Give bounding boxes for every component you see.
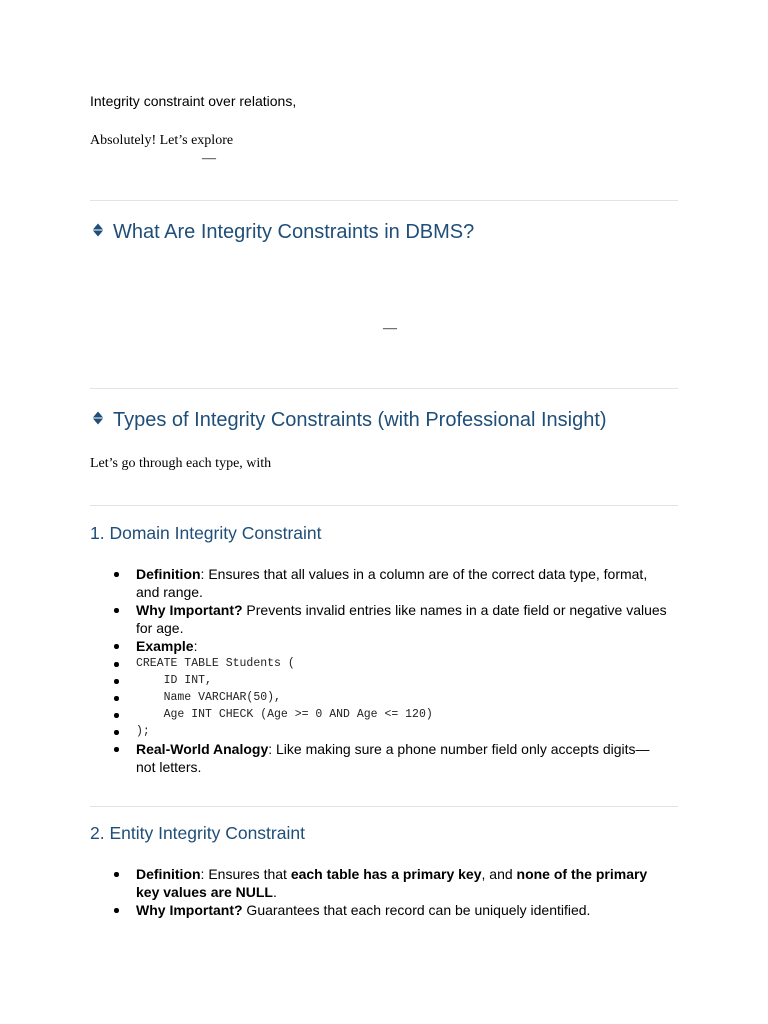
why-label: Why Important? (136, 602, 243, 618)
em-dash: — (202, 151, 216, 166)
example-label: Example (136, 638, 194, 654)
code-line: ID INT, (0, 672, 768, 689)
intro-response: Absolutely! Let’s explore (90, 133, 234, 148)
em-dash: — (383, 321, 397, 336)
code-line: Age INT CHECK (Age >= 0 AND Age <= 120) (0, 706, 768, 723)
list-item (0, 637, 768, 655)
code-line: ); (0, 723, 768, 740)
blue-diamond-icon (90, 408, 106, 432)
divider (90, 505, 678, 506)
divider (90, 388, 678, 389)
analogy-text: : Like making sure a phone number field only accepts digits—not letters. (136, 741, 650, 775)
definition-label: Definition (136, 866, 201, 882)
definition-bold: none of the primary key values are NULL (136, 866, 648, 900)
analogy-label: Real-World Analogy (136, 741, 269, 757)
why-label: Why Important? (136, 902, 243, 918)
list-item (0, 865, 768, 901)
intro-line: Integrity constraint over relations, (90, 93, 297, 109)
list-item (0, 901, 768, 919)
why-text: Prevents invalid entries like names in a date field or negative values for age. (136, 602, 667, 636)
section-heading-types (90, 408, 607, 432)
definition-text: , and (481, 866, 517, 882)
definition-text: . (272, 884, 277, 900)
why-text: Guarantees that each record can be uniquely identified. (242, 902, 591, 918)
definition-text: : Ensures that (200, 866, 291, 882)
section-heading-text: What Are Integrity Constraints in DBMS? (113, 221, 475, 243)
blue-diamond-icon (90, 220, 106, 244)
definition-bold: each table has a primary key (290, 866, 482, 882)
section-heading-text: Types of Integrity Constraints (with Professional Insight) (113, 409, 607, 431)
domain-list (0, 565, 768, 776)
list-item (0, 565, 768, 601)
section-heading-what-are (90, 220, 474, 244)
entity-list (0, 865, 768, 919)
definition-text: : Ensures that all values in a column are of the correct data type, format, and range. (136, 566, 648, 600)
code-line: Name VARCHAR(50), (0, 689, 768, 706)
subheading-domain: 1. Domain Integrity Constraint (90, 523, 322, 543)
subheading-entity: 2. Entity Integrity Constraint (90, 823, 305, 843)
divider (90, 806, 678, 807)
definition-label: Definition (136, 566, 201, 582)
divider (90, 200, 678, 201)
types-intro: Let’s go through each type, with (90, 456, 272, 471)
list-item (0, 601, 768, 637)
example-colon: : (193, 638, 198, 654)
list-item (0, 740, 768, 776)
code-line: CREATE TABLE Students ( (0, 655, 768, 672)
